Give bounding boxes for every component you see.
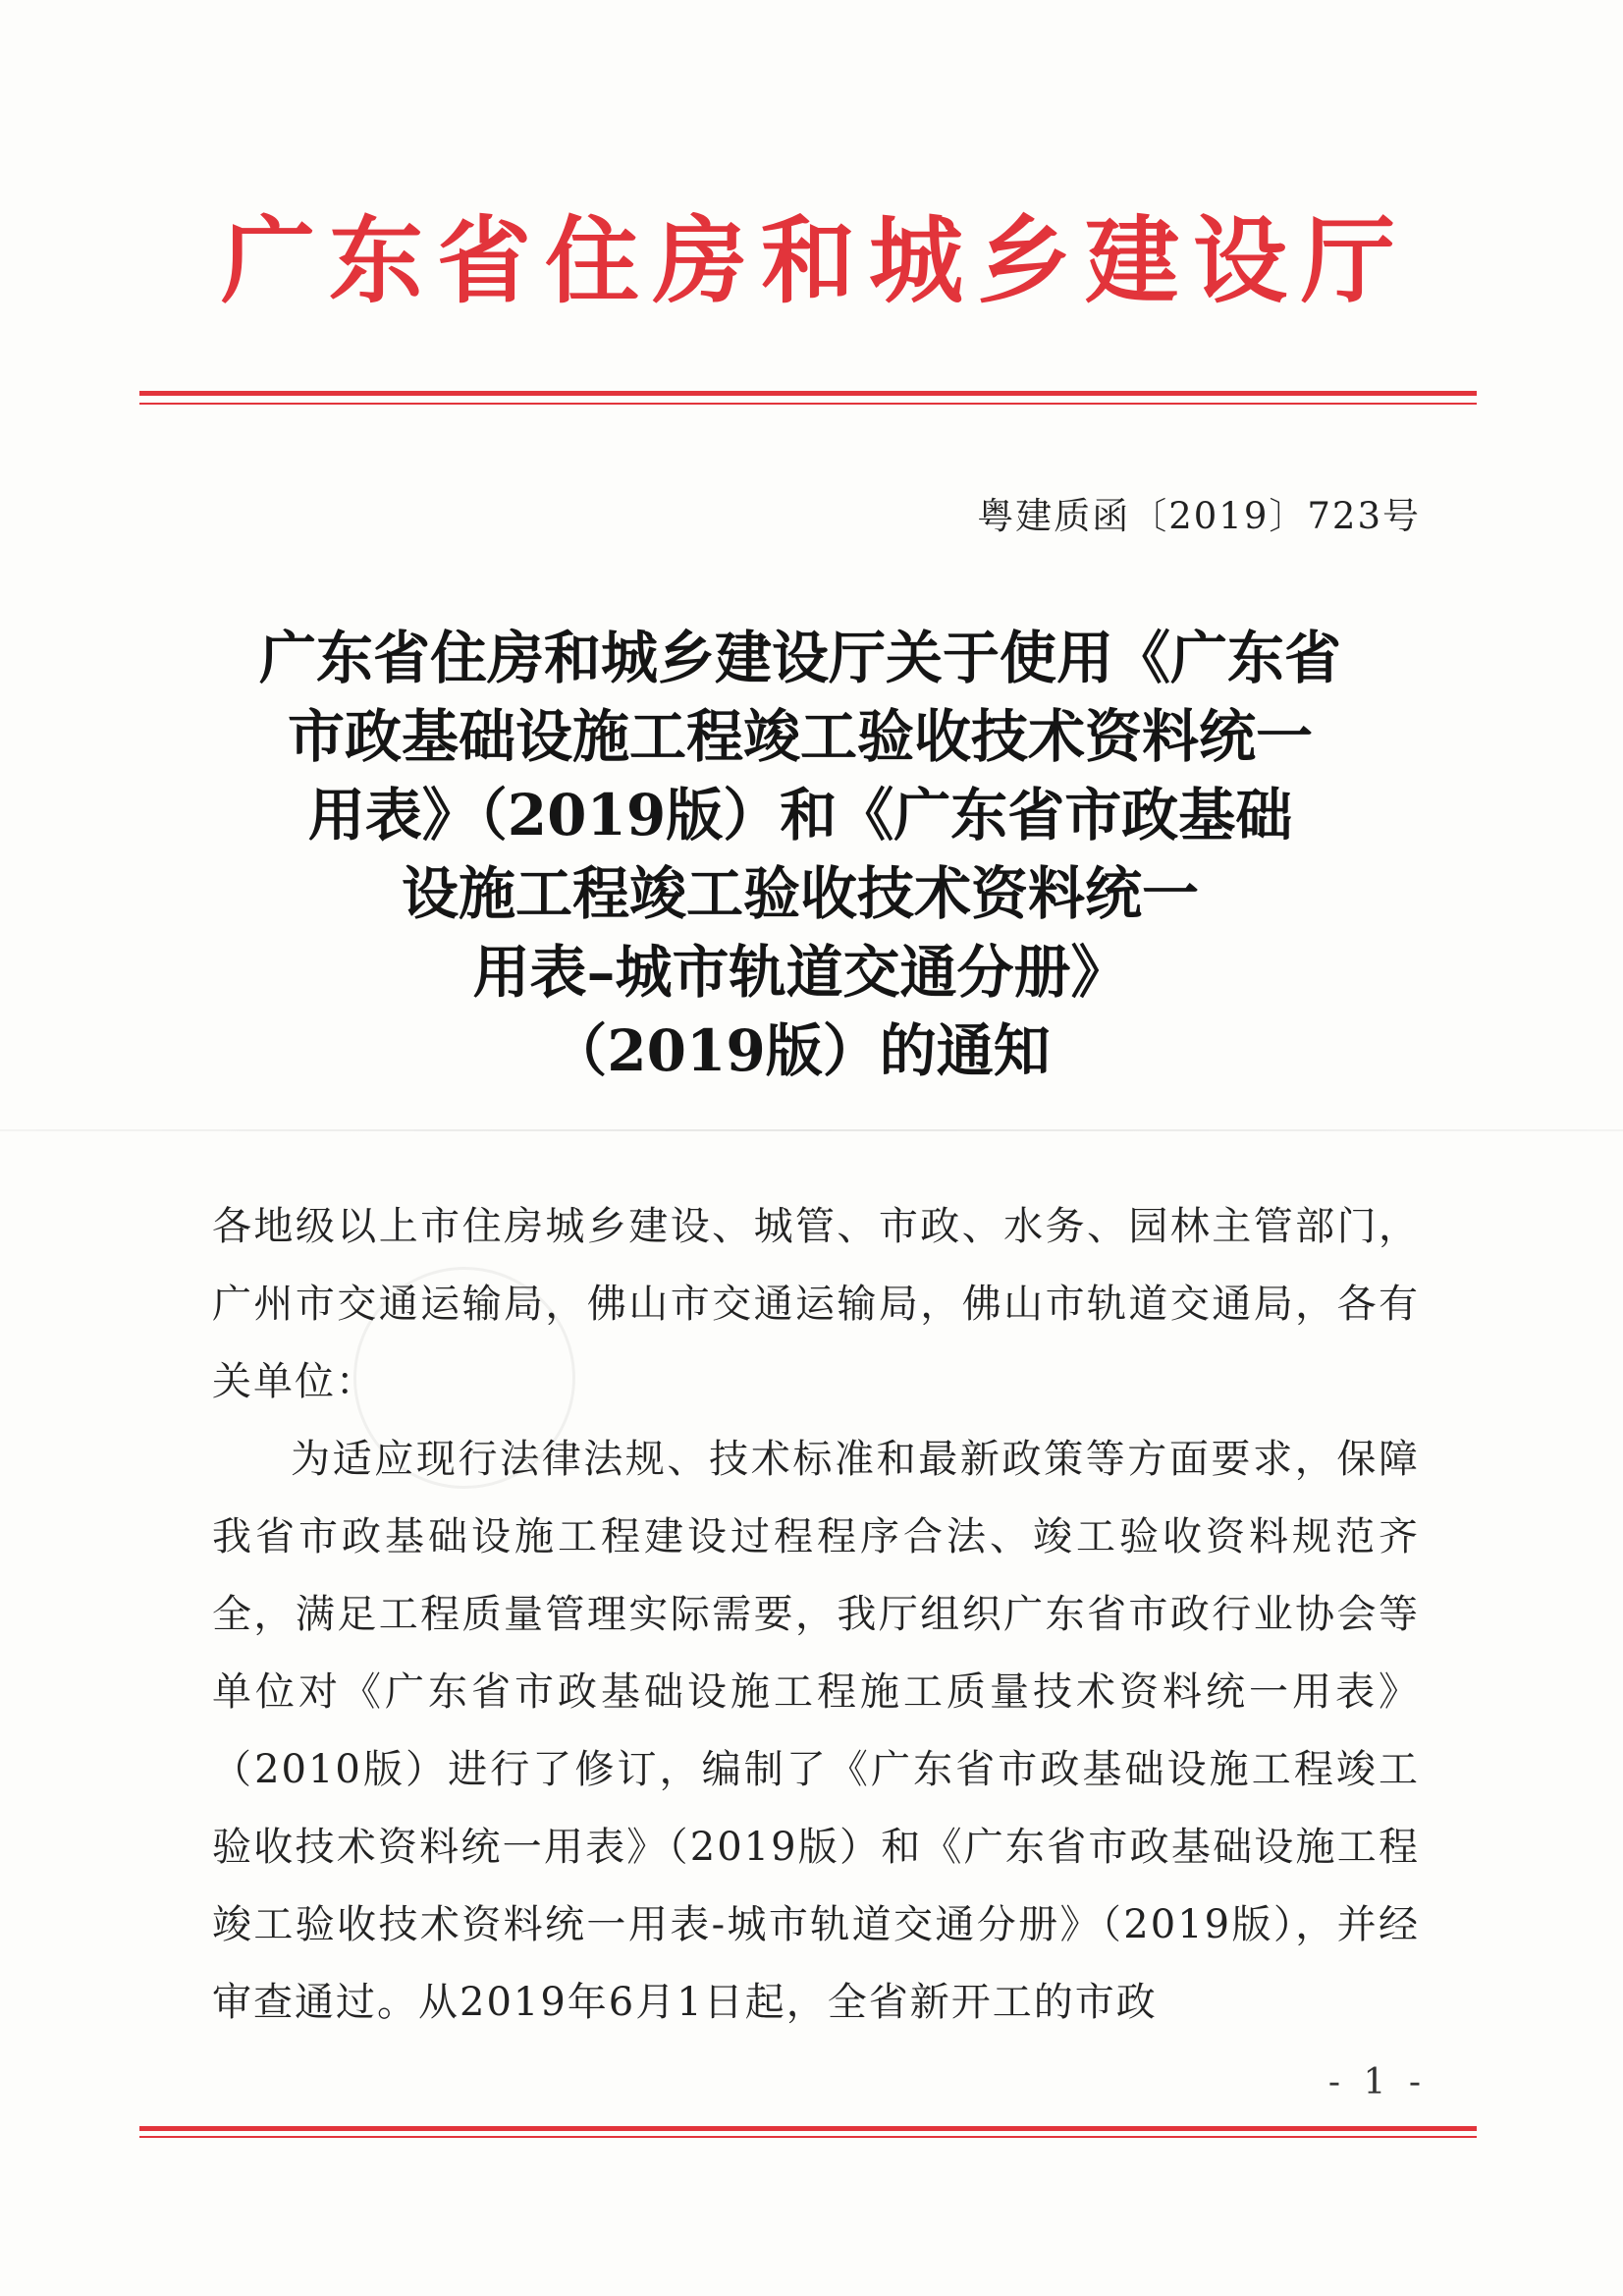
title-line: （2019版）的通知	[550, 1017, 1051, 1084]
title-line: 市政基础设施工程竣工验收技术资料统一	[287, 703, 1313, 770]
title-line: 设施工程竣工验收技术资料统一	[401, 860, 1199, 927]
notice-body	[212, 1188, 1420, 2042]
title-line: 广东省住房和城乡建设厅关于使用《广东省	[258, 625, 1341, 691]
document-number: 粤建质函〔2019〕723号	[977, 495, 1421, 537]
title-line: 用表–城市轨道交通分册》	[472, 939, 1128, 1006]
salutation: 各地级以上市住房城乡建设、城管、市政、水务、园林主管部门，广州市交通运输局，佛山市交通运输局，佛山市轨道交通局，各有关单位：	[212, 1204, 1420, 1404]
body-paragraph: 为适应现行法律法规、技术标准和最新政策等方面要求，保障我省市政基础设施工程建设过程程序合法、竣工验收资料规范齐全，满足工程质量管理实际需要，我厅组织广东省市政行业协会等单位对《广东省市政基础设施工程施工质量技术资料统一用表》（2010版）进行了修订，编制了《广东省市政基础设施工程竣工验收技术资料统一用表》（2019版）和《广东省市政基础设施工程竣工验收技术资料统一用表-城市轨道交通分册》（2019版），并经审查通过。从2019年6月1日起，全省新开工的市政	[212, 1437, 1420, 2025]
letterhead-red-rule	[139, 391, 1477, 396]
notice-title	[196, 619, 1404, 1090]
title-line: 用表》（2019版）和《广东省市政基础	[307, 782, 1293, 848]
page-number: - 1 -	[1327, 2062, 1427, 2103]
paper-fold-line	[0, 1129, 1623, 1131]
footer-red-rule	[139, 2126, 1477, 2131]
letterhead-title: 广东省住房和城乡建设厅	[221, 205, 1409, 316]
